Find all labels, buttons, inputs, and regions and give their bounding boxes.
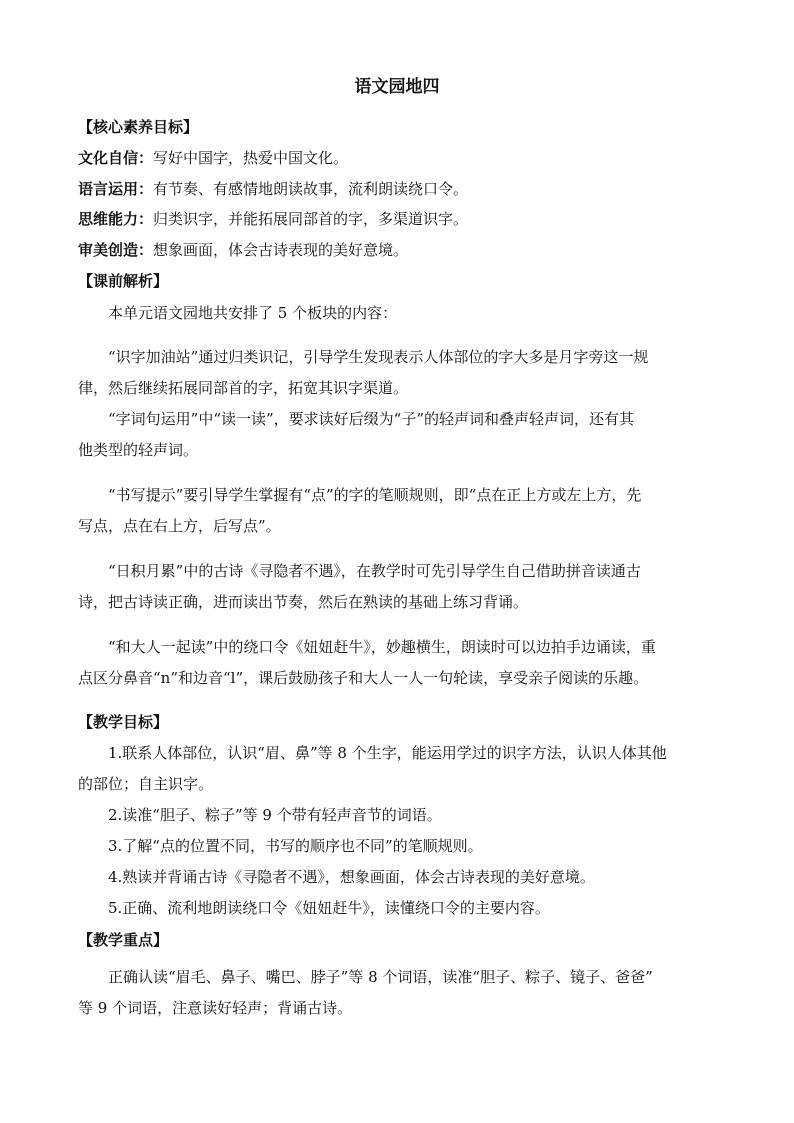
analysis-intro: 本单元语文园地共安排了 5 个板块的内容： xyxy=(108,304,398,322)
core-goal-thinking xyxy=(78,208,718,230)
analysis-paragraph-4-line-2: 诗，把古诗读正确，进而读出节奏，然后在熟读的基础上练习背诵。 xyxy=(78,593,529,611)
analysis-paragraph-5-line-2: 点区分鼻音“n”和边音“l”，课后鼓励孩子和大人一人一句轮读，享受亲子阅读的乐趣。 xyxy=(78,669,649,687)
section-heading-core-goals: 【核心素养目标】 xyxy=(78,118,199,136)
section-heading-key-points: 【教学重点】 xyxy=(78,931,169,949)
analysis-paragraph-4-line-1: “日积月累”中的古诗《寻隐者不遇》，在教学时可先引导学生自己借助拼音读通古 xyxy=(108,562,641,580)
section-heading-teaching-goals: 【教学目标】 xyxy=(78,713,169,731)
analysis-paragraph-3-line-1: “书写提示”要引导学生掌握有“点”的字的笔顺规则，即“点在正上方或左上方，先 xyxy=(108,486,642,504)
teaching-goal-3: 3.了解“点的位置不同，书写的顺序也不同”的笔顺规则。 xyxy=(108,837,483,855)
analysis-paragraph-2-line-2: 他类型的轻声词。 xyxy=(78,441,199,459)
analysis-paragraph-1-line-2: 律，然后继续拓展同部首的字，拓宽其识字渠道。 xyxy=(78,379,409,397)
core-goal-text: 有节奏、有感情地朗读故事，流利朗读绕口令。 xyxy=(153,180,469,198)
core-goal-text: 写好中国字，热爱中国文化。 xyxy=(153,149,349,167)
core-goal-culture xyxy=(78,147,718,169)
analysis-paragraph-3-line-2: 写点，点在右上方，后写点”。 xyxy=(78,517,281,535)
teaching-goal-2: 2.读准“胆子、粽子”等 9 个带有轻声音节的词语。 xyxy=(108,806,442,824)
core-goal-label: 思维能力： xyxy=(78,210,154,228)
teaching-goal-1-line-1: 1.联系人体部位，认识“眉、鼻”等 8 个生字，能运用学过的识字方法，认识人体其他 xyxy=(108,744,667,762)
core-goal-label: 语言运用： xyxy=(78,180,154,198)
core-goal-label: 审美创造： xyxy=(78,241,154,259)
core-goal-text: 想象画面，体会古诗表现的美好意境。 xyxy=(153,241,409,259)
teaching-goal-5: 5.正确、流利地朗读绕口令《妞妞赶牛》，读懂绕口令的主要内容。 xyxy=(108,899,550,917)
key-points-line-1: 正确认读“眉毛、鼻子、嘴巴、脖子”等 8 个词语，读准“胆子、粽子、镜子、爸爸” xyxy=(108,968,653,986)
page-title: 语文园地四 xyxy=(354,77,440,97)
analysis-paragraph-1-line-1: “识字加油站”通过归类识记，引导学生发现表示人体部位的字大多是月字旁这一规 xyxy=(108,348,649,366)
key-points-line-2: 等 9 个词语，注意读好轻声；背诵古诗。 xyxy=(78,999,353,1017)
core-goal-label: 文化自信： xyxy=(78,149,154,167)
analysis-paragraph-5-line-1: “和大人一起读”中的绕口令《妞妞赶牛》，妙趣横生，朗读时可以边拍手边诵读，重 xyxy=(108,638,656,656)
teaching-goal-1-line-2: 的部位；自主识字。 xyxy=(78,775,214,793)
teaching-goal-4: 4.熟读并背诵古诗《寻隐者不遇》，想象画面，体会古诗表现的美好意境。 xyxy=(108,868,595,886)
core-goal-language xyxy=(78,178,718,200)
section-heading-analysis: 【课前解析】 xyxy=(78,272,169,290)
core-goal-text: 归类识字，并能拓展同部首的字，多渠道识字。 xyxy=(153,210,469,228)
core-goal-aesthetic xyxy=(78,239,718,261)
analysis-paragraph-2-line-1: “字词句运用”中“读一读”，要求读好后缀为“子”的轻声词和叠声轻声词，还有其 xyxy=(108,410,635,428)
